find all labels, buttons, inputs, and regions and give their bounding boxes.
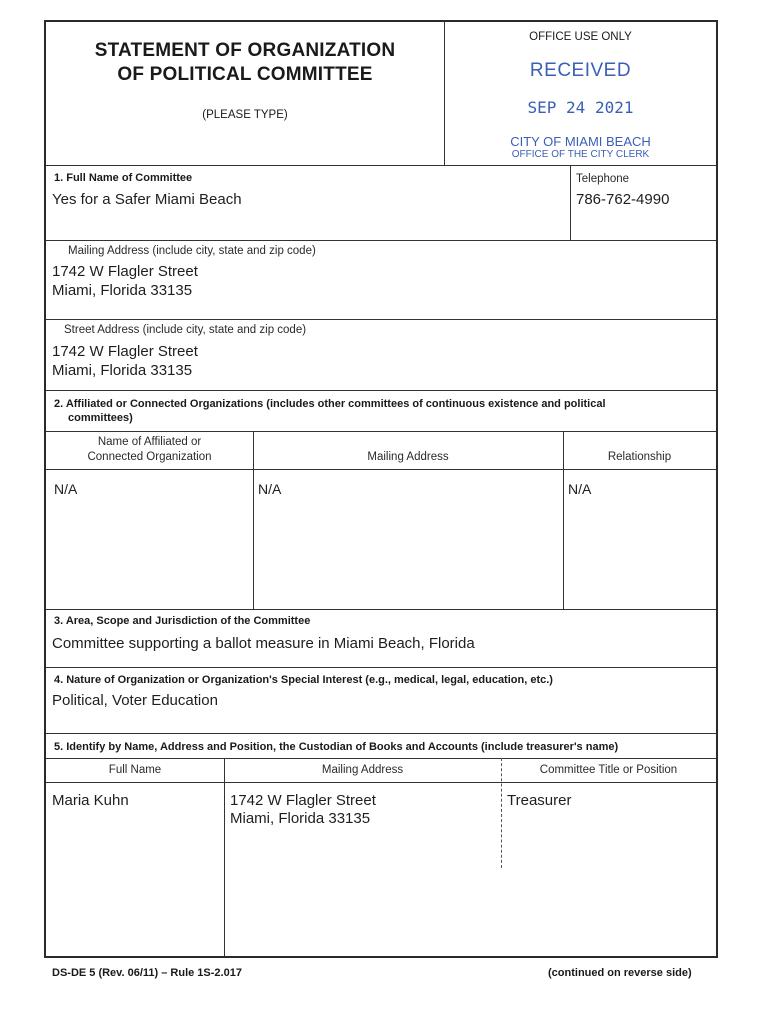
affiliated-relationship-value: N/A xyxy=(568,481,592,497)
col-affiliated-address: Mailing Address xyxy=(367,451,449,463)
rule-section5-body xyxy=(46,782,716,783)
section4-label: 4. Nature of Organization or Organization's Special Interest (e.g., medical, legal, education, etc.) xyxy=(54,674,553,686)
street-address-line1: 1742 W Flagler Street xyxy=(52,343,198,360)
col-custodian-name: Full Name xyxy=(108,764,162,776)
stamp-city: CITY OF MIAMI BEACH xyxy=(510,134,651,149)
rule-section2-body xyxy=(46,469,716,470)
stamp-date: SEP 24 2021 xyxy=(527,98,634,117)
rule-section2 xyxy=(46,390,716,391)
rule-section5-header xyxy=(46,758,716,759)
col-affiliated-name-line2: Connected Organization xyxy=(87,451,212,463)
custodian-address-line2: Miami, Florida 33135 xyxy=(230,810,371,827)
custodian-address-line1: 1742 W Flagler Street xyxy=(230,792,376,809)
section1-label: 1. Full Name of Committee xyxy=(54,172,193,184)
col-custodian-address: Mailing Address xyxy=(321,764,404,776)
please-type-note: (PLEASE TYPE) xyxy=(202,109,288,121)
section3-label: 3. Area, Scope and Jurisdiction of the Committee xyxy=(54,615,311,627)
street-address-line2: Miami, Florida 33135 xyxy=(52,362,193,379)
section2-label-line1: 2. Affiliated or Connected Organizations (includes other committees of continuous existence and political xyxy=(54,398,606,410)
stamp-received: RECEIVED xyxy=(529,60,632,81)
mailing-address-label: Mailing Address (include city, state and zip code) xyxy=(68,245,316,257)
col-affiliated-relationship: Relationship xyxy=(607,451,672,463)
rule-section4 xyxy=(46,667,716,668)
committee-name: Yes for a Safer Miami Beach xyxy=(52,191,242,208)
office-use-only-label: OFFICE USE ONLY xyxy=(529,31,632,43)
section2-label-line2: committees) xyxy=(68,412,133,424)
section2-col-divider-1 xyxy=(253,431,254,609)
form-title-line1: STATEMENT OF ORGANIZATION xyxy=(94,40,396,61)
rule-section3 xyxy=(46,609,716,610)
form-identifier: DS-DE 5 (Rev. 06/11) – Rule 1S-2.017 xyxy=(52,967,242,979)
section5-col-divider-1 xyxy=(224,758,225,956)
mailing-address-line2: Miami, Florida 33135 xyxy=(52,282,193,299)
affiliated-name-value: N/A xyxy=(54,481,78,497)
section4-value: Political, Voter Education xyxy=(52,692,218,709)
section5-col-divider-2 xyxy=(501,758,502,868)
continued-note: (continued on reverse side) xyxy=(548,967,692,979)
rule-header xyxy=(46,165,716,166)
rule-mailing xyxy=(46,240,716,241)
form-title-line2: OF POLITICAL COMMITTEE xyxy=(117,64,373,85)
custodian-name-value: Maria Kuhn xyxy=(52,792,129,809)
rule-section5 xyxy=(46,733,716,734)
custodian-position-value: Treasurer xyxy=(507,792,572,809)
rule-street xyxy=(46,319,716,320)
section3-value: Committee supporting a ballot measure in Miami Beach, Florida xyxy=(52,635,475,652)
section2-col-divider-2 xyxy=(563,431,564,609)
telephone-label: Telephone xyxy=(576,173,630,185)
mailing-address-line1: 1742 W Flagler Street xyxy=(52,263,198,280)
telephone-value: 786-762-4990 xyxy=(576,191,670,208)
street-address-label: Street Address (include city, state and zip code) xyxy=(64,324,307,336)
section5-label: 5. Identify by Name, Address and Position, the Custodian of Books and Accounts (include treasurer's name) xyxy=(54,741,619,753)
telephone-divider xyxy=(570,165,571,240)
form-page xyxy=(44,20,718,958)
stamp-office: OFFICE OF THE CITY CLERK xyxy=(511,149,650,160)
rule-section2-header xyxy=(46,431,716,432)
col-custodian-position: Committee Title or Position xyxy=(539,764,678,776)
col-affiliated-name-line1: Name of Affiliated or xyxy=(97,436,202,448)
affiliated-address-value: N/A xyxy=(258,481,282,497)
